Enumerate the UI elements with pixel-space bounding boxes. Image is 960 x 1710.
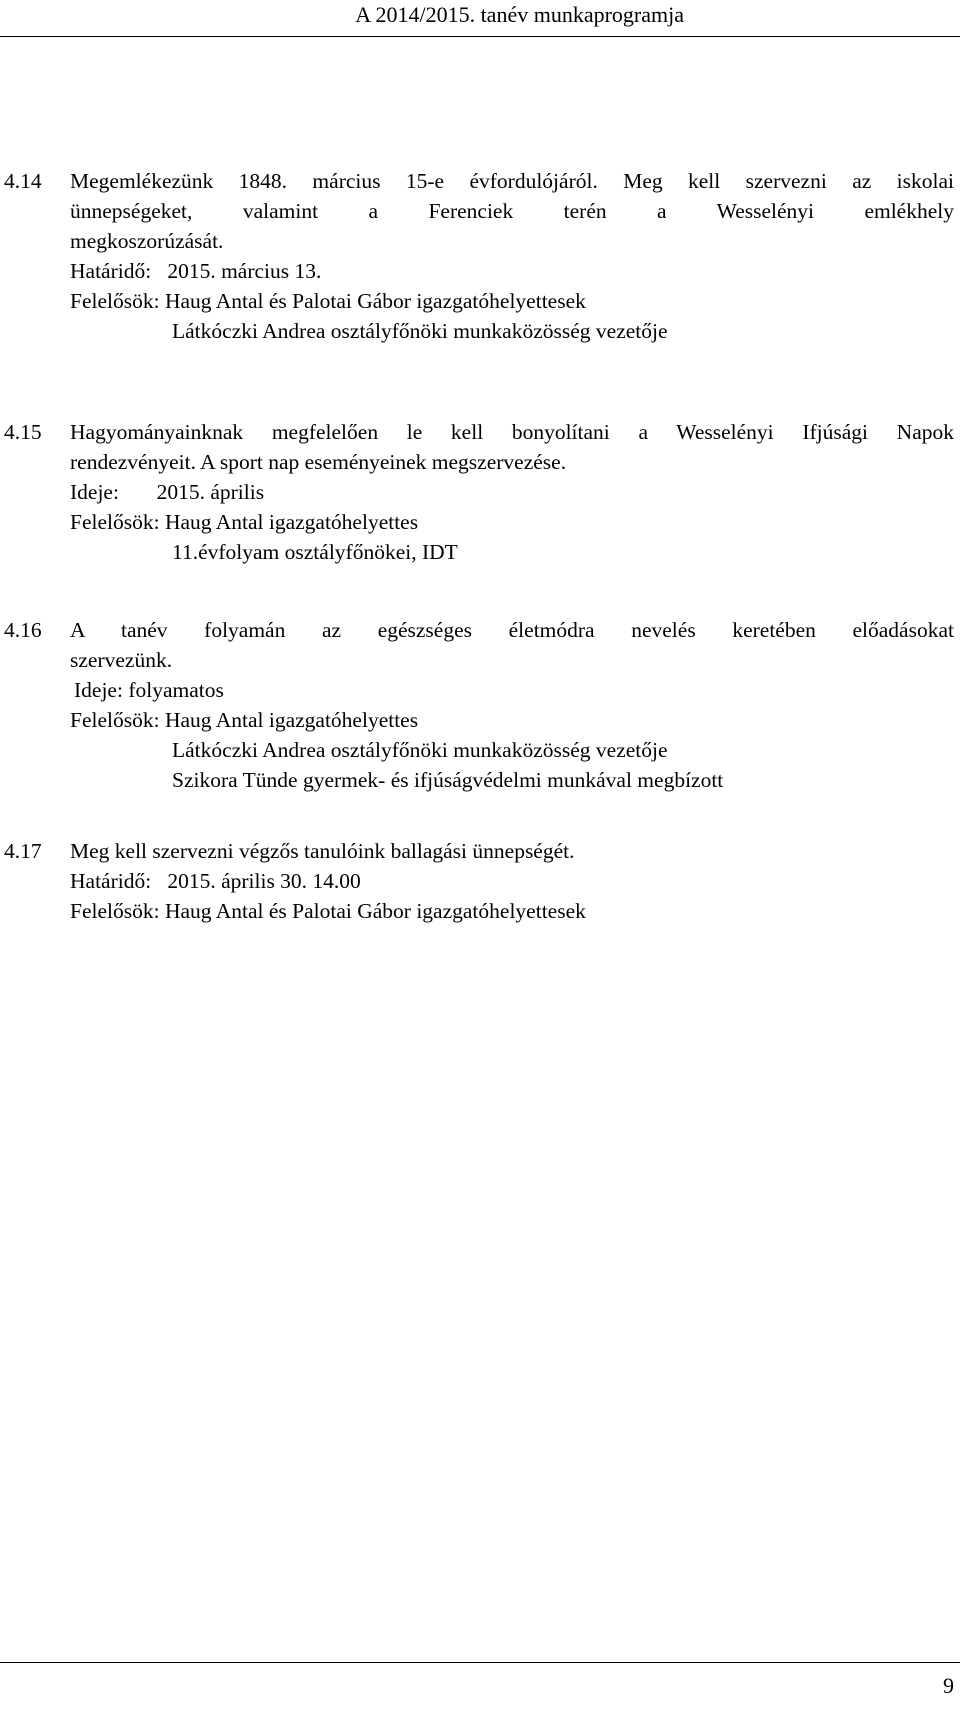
section-4-16-line-2: szervezünk. xyxy=(70,648,173,672)
section-4-17-deadline: Határidő: 2015. április 30. 14.00 xyxy=(70,869,361,893)
section-4-15-deadline: Ideje: 2015. április xyxy=(70,480,265,504)
section-number: 4.16 xyxy=(4,618,42,642)
section-4-14-deadline: Határidő: 2015. március 13. xyxy=(70,259,322,283)
section-4-16-responsible-2: Látkóczki Andrea osztályfőnöki munkaközösség vezetője xyxy=(172,738,668,762)
section-4-14-line-1 xyxy=(4,166,954,196)
section-number: 4.17 xyxy=(4,839,42,863)
section-4-16-deadline: Ideje: folyamatos xyxy=(74,678,224,702)
section-4-16-responsible-1: Felelősök: Haug Antal igazgatóhelyettes xyxy=(70,708,419,732)
section-text: Hagyományainknak megfelelően le kell bonyolítani a Wesselényi Ifjúsági Napok xyxy=(70,420,954,444)
section-4-14-responsible-1: Felelősök: Haug Antal és Palotai Gábor igazgatóhelyettesek xyxy=(70,289,586,313)
section-text: Megemlékezünk 1848. március 15-e évfordulójáról. Meg kell szervezni az iskolai xyxy=(70,169,954,193)
section-text: Meg kell szervezni végzős tanulóink ballagási ünnepségét. xyxy=(70,839,575,863)
section-4-17-line-1 xyxy=(4,836,575,866)
section-4-15-line-2: rendezvényeit. A sport nap eseményeinek megszervezése. xyxy=(70,450,567,474)
section-4-14-responsible-2: Látkóczki Andrea osztályfőnöki munkaközösség vezetője xyxy=(172,319,668,343)
section-number: 4.15 xyxy=(4,420,42,444)
section-4-16-line-1 xyxy=(4,615,954,645)
section-4-15-responsible-2: 11.évfolyam osztályfőnökei, IDT xyxy=(172,540,458,564)
section-4-14-line-3: megkoszorúzását. xyxy=(70,229,224,253)
page-number: 9 xyxy=(943,1673,954,1698)
section-4-15-responsible-1: Felelősök: Haug Antal igazgatóhelyettes xyxy=(70,510,419,534)
section-4-15-line-1 xyxy=(4,417,954,447)
footer-divider xyxy=(0,1662,960,1663)
section-4-14-line-2: ünnepségeket, valamint a Ferenciek terén a Wesselényi emlékhely xyxy=(70,199,954,223)
document-title: A 2014/2015. tanév munkaprogramja xyxy=(355,2,684,27)
section-4-17-responsible-1: Felelősök: Haug Antal és Palotai Gábor igazgatóhelyettesek xyxy=(70,899,586,923)
section-4-16-responsible-3: Szikora Tünde gyermek- és ifjúságvédelmi munkával megbízott xyxy=(172,768,724,792)
section-number: 4.14 xyxy=(4,169,42,193)
section-text: A tanév folyamán az egészséges életmódra nevelés keretében előadásokat xyxy=(70,618,954,642)
